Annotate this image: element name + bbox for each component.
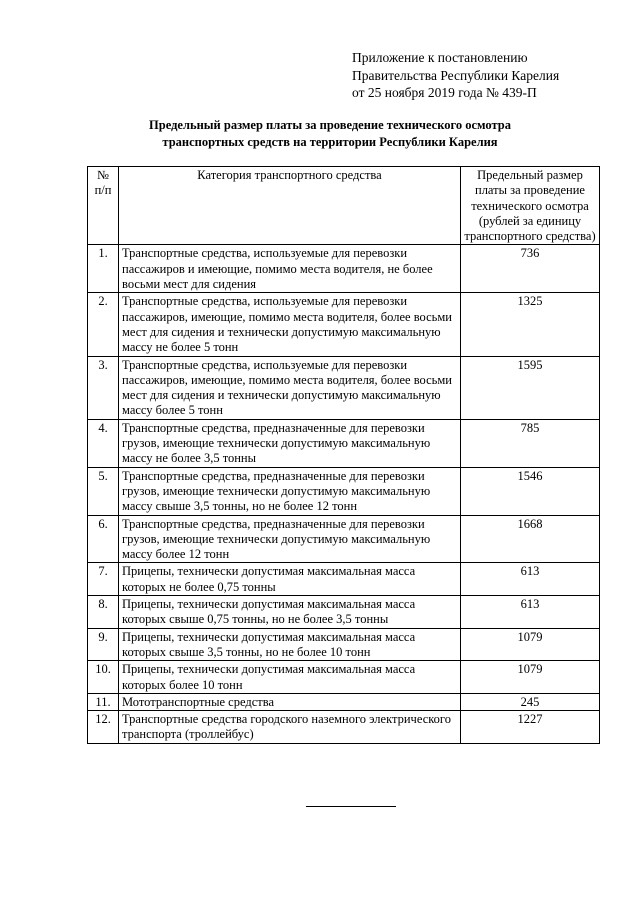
row-category: Прицепы, технически допустимая максимальная масса которых не более 0,75 тонны <box>119 563 461 596</box>
row-number: 2. <box>88 293 119 356</box>
end-divider <box>306 806 396 807</box>
appendix-header <box>352 49 559 102</box>
appendix-line-2: Правительства Республики Карелия <box>352 67 560 83</box>
appendix-line-3: от 25 ноября 2019 года № 439-П <box>352 85 537 100</box>
table-row <box>88 245 600 293</box>
table-row <box>88 628 600 661</box>
row-category: Транспортные средства, используемые для перевозки пассажиров, имеющие, помимо места водителя, более восьми мест для сидения и технически допустимую максимальную массу не более 5 тонн <box>119 293 461 356</box>
table-row <box>88 563 600 596</box>
title-line-2: транспортных средств на территории Республики Карелия <box>162 135 498 149</box>
row-number: 8. <box>88 596 119 629</box>
row-price: 1546 <box>461 467 600 515</box>
fee-table <box>87 166 600 744</box>
row-category: Транспортные средства, предназначенные для перевозки грузов, имеющие технически допустимую максимальную массу свыше 3,5 тонны, но не более 12 тонн <box>119 467 461 515</box>
row-price: 1325 <box>461 293 600 356</box>
row-category: Транспортные средства городского наземного электрического транспорта (троллейбус) <box>119 711 461 744</box>
row-number: 3. <box>88 356 119 419</box>
row-category: Прицепы, технически допустимая максимальная масса которых свыше 3,5 тонны, но не более 10 тонн <box>119 628 461 661</box>
row-category: Транспортные средства, используемые для перевозки пассажиров и имеющие, помимо места водителя, не более восьми мест для сидения <box>119 245 461 293</box>
row-number: 11. <box>88 693 119 710</box>
row-number: 5. <box>88 467 119 515</box>
row-price: 785 <box>461 419 600 467</box>
row-price: 1595 <box>461 356 600 419</box>
table-row <box>88 596 600 629</box>
row-number: 6. <box>88 515 119 563</box>
row-number: 10. <box>88 661 119 694</box>
header-num: № п/п <box>88 167 119 245</box>
header-category: Категория транспортного средства <box>119 167 461 245</box>
header-price: Предельный размер платы за проведение технического осмотра (рублей за единицу транспортного средства) <box>461 167 600 245</box>
row-price: 613 <box>461 563 600 596</box>
row-price: 1668 <box>461 515 600 563</box>
row-category: Транспортные средства, используемые для перевозки пассажиров, имеющие, помимо места водителя, более восьми мест для сидения и технически допустимую максимальную массу более 5 тонн <box>119 356 461 419</box>
row-number: 12. <box>88 711 119 744</box>
table-row <box>88 661 600 694</box>
table-row <box>88 467 600 515</box>
table-row <box>88 693 600 710</box>
row-price: 1079 <box>461 628 600 661</box>
row-price: 613 <box>461 596 600 629</box>
row-category: Прицепы, технически допустимая максимальная масса которых более 10 тонн <box>119 661 461 694</box>
row-category: Мототранспортные средства <box>119 693 461 710</box>
table-body <box>88 245 600 743</box>
table-row <box>88 419 600 467</box>
table-row <box>88 356 600 419</box>
row-category: Прицепы, технически допустимая максимальная масса которых свыше 0,75 тонны, но не более 3,5 тонны <box>119 596 461 629</box>
table-row <box>88 293 600 356</box>
row-number: 1. <box>88 245 119 293</box>
row-number: 9. <box>88 628 119 661</box>
appendix-line-1: Приложение к постановлению <box>352 50 528 65</box>
row-number: 7. <box>88 563 119 596</box>
document-title <box>80 117 580 151</box>
row-category: Транспортные средства, предназначенные для перевозки грузов, имеющие технически допустимую максимальную массу не более 3,5 тонны <box>119 419 461 467</box>
table-header-row <box>88 167 600 245</box>
table-row <box>88 515 600 563</box>
row-price: 245 <box>461 693 600 710</box>
row-price: 1079 <box>461 661 600 694</box>
row-number: 4. <box>88 419 119 467</box>
title-line-1: Предельный размер платы за проведение технического осмотра <box>149 118 511 132</box>
row-price: 1227 <box>461 711 600 744</box>
row-price: 736 <box>461 245 600 293</box>
row-category: Транспортные средства, предназначенные для перевозки грузов, имеющие технически допустимую максимальную массу более 12 тонн <box>119 515 461 563</box>
table-row <box>88 711 600 744</box>
